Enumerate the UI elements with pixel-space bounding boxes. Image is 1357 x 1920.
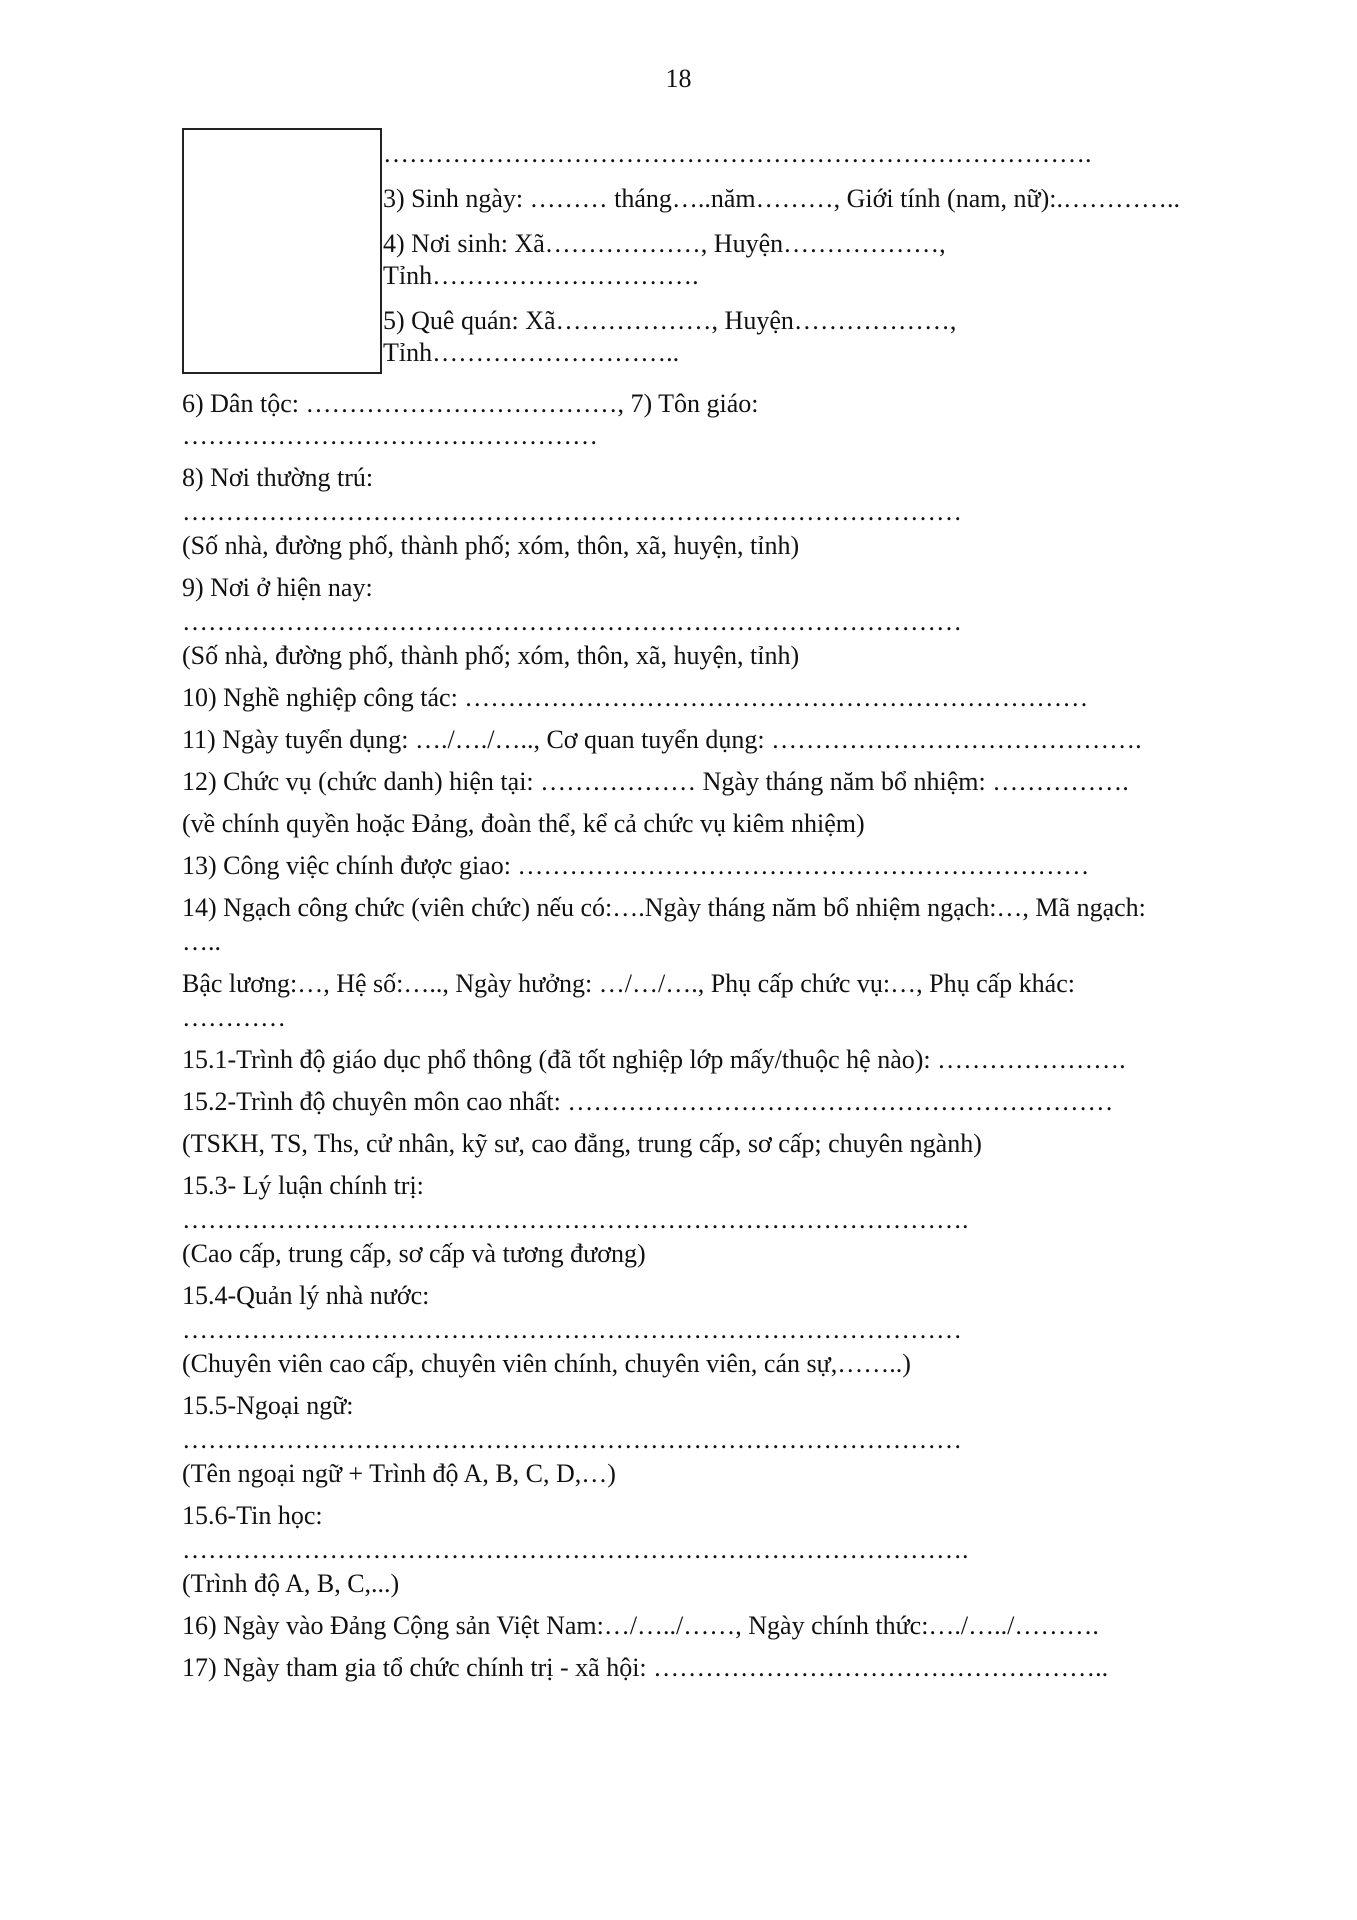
political-theory-hint: (Cao cấp, trung cấp, sơ cấp và tương đương) bbox=[182, 1239, 646, 1268]
foreign-language-dots: ……………………………………………………………………………… bbox=[182, 1425, 962, 1454]
highest-qualification-field: 15.2-Trình độ chuyên môn cao nhất: ……………………………………………………… bbox=[182, 1087, 1114, 1116]
foreign-language-hint: (Tên ngoại ngữ + Trình độ A, B, C, D,…) bbox=[182, 1459, 616, 1488]
permanent-address-dots: ……………………………………………………………………………… bbox=[182, 497, 962, 526]
political-theory-label: 15.3- Lý luận chính trị: bbox=[182, 1171, 424, 1200]
current-address-label: 9) Nơi ở hiện nay: bbox=[182, 573, 373, 602]
photo-box bbox=[182, 128, 382, 374]
current-address-dots: ……………………………………………………………………………… bbox=[182, 607, 962, 636]
main-duty-field: 13) Công việc chính được giao: ………………………………………………………… bbox=[182, 851, 1090, 880]
it-skills-label: 15.6-Tin học: bbox=[182, 1501, 323, 1530]
occupation-field: 10) Nghề nghiệp công tác: ……………………………………………………………… bbox=[182, 683, 1089, 712]
sociopolitical-org-field: 17) Ngày tham gia tổ chức chính trị - xã hội: …………………………………………….. bbox=[182, 1653, 1109, 1682]
salary-field: Bậc lương:…, Hệ số:….., Ngày hưởng: …/…/…., Phụ cấp chức vụ:…, Phụ cấp khác: bbox=[182, 969, 1075, 998]
foreign-language-label: 15.5-Ngoại ngữ: bbox=[182, 1391, 354, 1420]
state-management-hint: (Chuyên viên cao cấp, chuyên viên chính, chuyên viên, cán sự,……..) bbox=[182, 1349, 911, 1378]
general-education-field: 15.1-Trình độ giáo dục phổ thông (đã tốt nghiệp lớp mấy/thuộc hệ nào): …………………. bbox=[182, 1045, 1126, 1074]
state-management-dots: ……………………………………………………………………………… bbox=[182, 1315, 962, 1344]
ethnicity-religion-field: 6) Dân tộc: ………………………………, 7) Tôn giáo: bbox=[182, 389, 759, 418]
civil-service-rank-field: 14) Ngạch công chức (viên chức) nếu có:….Ngày tháng năm bổ nhiệm ngạch:…, Mã ngạch: bbox=[182, 893, 1146, 922]
hometown-province-field: Tỉnh……………………….. bbox=[383, 338, 680, 367]
permanent-address-label: 8) Nơi thường trú: bbox=[182, 463, 374, 492]
it-skills-dots: ………………………………………………………………………………. bbox=[182, 1535, 969, 1564]
position-field: 12) Chức vụ (chức danh) hiện tại: ……………… Ngày tháng năm bổ nhiệm: ……………. bbox=[182, 767, 1129, 796]
birth-date-gender-field: 3) Sinh ngày: ……… tháng…..năm………, Giới tính (nam, nữ):.………….. bbox=[383, 184, 1180, 213]
recruitment-field: 11) Ngày tuyển dụng: …./…./….., Cơ quan tuyển dụng: ……………………………………. bbox=[182, 725, 1142, 754]
state-management-label: 15.4-Quản lý nhà nước: bbox=[182, 1281, 430, 1310]
party-admission-field: 16) Ngày vào Đảng Cộng sản Việt Nam:…/…../……, Ngày chính thức:…./…../………. bbox=[182, 1611, 1099, 1640]
civil-service-rank-dots: ….. bbox=[182, 927, 221, 956]
current-address-hint: (Số nhà, đường phố, thành phố; xóm, thôn, xã, huyện, tỉnh) bbox=[182, 641, 800, 670]
birthplace-field: 4) Nơi sinh: Xã………………, Huyện………………, bbox=[383, 229, 946, 258]
salary-dots: ………… bbox=[182, 1003, 286, 1032]
page-number: 18 bbox=[665, 64, 692, 93]
hometown-field: 5) Quê quán: Xã………………, Huyện………………, bbox=[383, 306, 957, 335]
it-skills-hint: (Trình độ A, B, C,...) bbox=[182, 1569, 400, 1598]
form-body bbox=[182, 388, 1242, 1684]
dotted-line: ………………………………………………………………………. bbox=[383, 139, 1092, 168]
position-hint: (về chính quyền hoặc Đảng, đoàn thể, kể cả chức vụ kiêm nhiệm) bbox=[182, 809, 865, 838]
religion-dots: ………………………………………… bbox=[182, 421, 598, 450]
permanent-address-hint: (Số nhà, đường phố, thành phố; xóm, thôn, xã, huyện, tỉnh) bbox=[182, 531, 800, 560]
political-theory-dots: ………………………………………………………………………………. bbox=[182, 1205, 969, 1234]
highest-qualification-hint: (TSKH, TS, Ths, cử nhân, kỹ sư, cao đẳng, trung cấp, sơ cấp; chuyên ngành) bbox=[182, 1129, 982, 1158]
personal-info-top bbox=[383, 138, 1283, 369]
birthplace-province-field: Tỉnh…………………………. bbox=[383, 261, 699, 290]
